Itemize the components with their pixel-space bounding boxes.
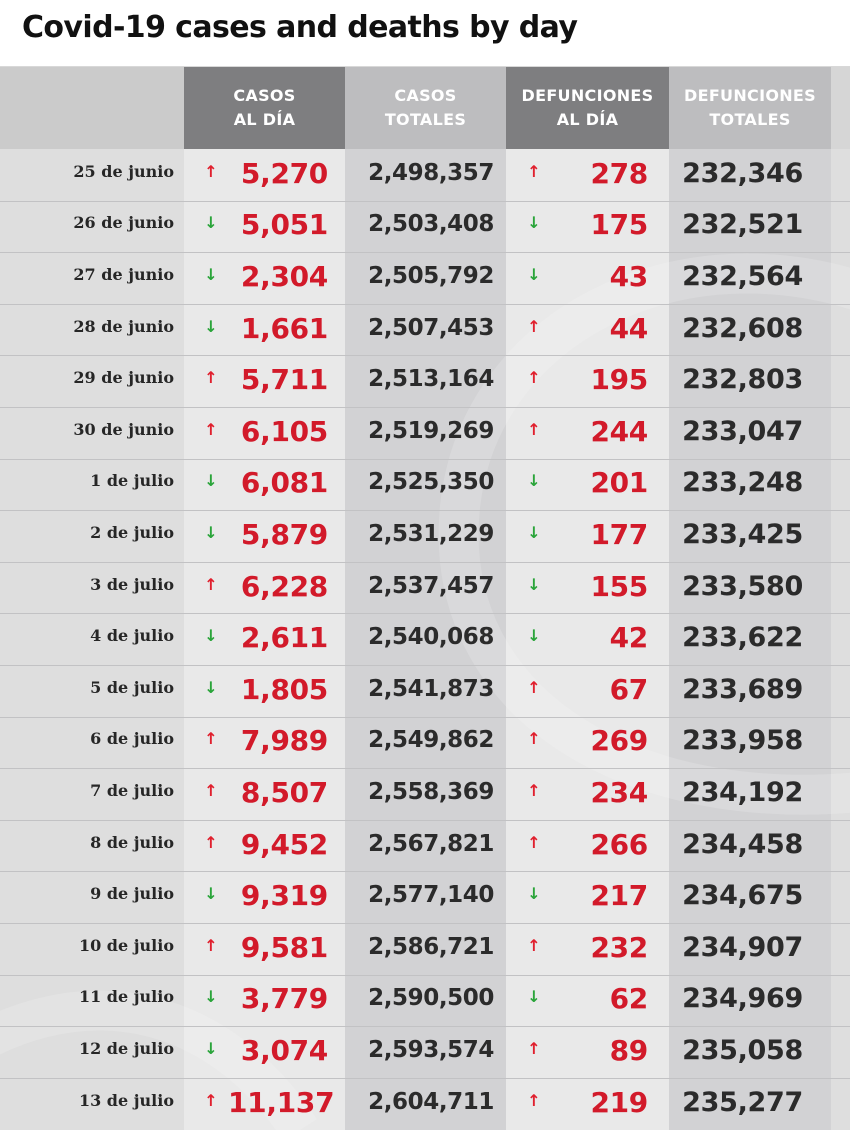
deaths-day-value: 269 [590, 724, 648, 758]
title-bar [0, 0, 850, 67]
row-divider [0, 459, 850, 460]
up-arrow-icon: ↑ [527, 419, 541, 439]
row-divider [0, 1026, 850, 1027]
deaths-total-value: 232,564 [682, 261, 803, 292]
deaths-day-value: 244 [590, 414, 648, 448]
up-arrow-icon: ↑ [527, 677, 541, 697]
up-arrow-icon: ↑ [527, 729, 541, 749]
up-arrow-icon: ↑ [204, 832, 218, 852]
header-cases-day-line1: CASOS [233, 86, 296, 105]
up-arrow-icon: ↑ [204, 781, 218, 800]
cases-total-value: 2,498,357 [368, 159, 494, 186]
deaths-day-value: 89 [609, 1034, 648, 1067]
row-date: 30 de junio [73, 419, 174, 439]
deaths-total-value: 233,047 [682, 415, 803, 447]
row-divider [0, 975, 850, 976]
deaths-day-value: 217 [590, 879, 648, 913]
down-arrow-icon: ↓ [527, 626, 541, 646]
row-date: 7 de julio [90, 781, 174, 800]
header-blank-cell [0, 67, 184, 149]
cases-total-value: 2,519,269 [368, 417, 494, 444]
down-arrow-icon: ↓ [204, 523, 218, 542]
row-divider [0, 768, 850, 769]
cases-day-value: 5,051 [240, 208, 328, 242]
deaths-total-value: 234,969 [682, 983, 803, 1015]
deaths-day-value: 44 [609, 311, 648, 345]
deaths-total-value: 234,458 [682, 828, 803, 860]
up-arrow-icon: ↑ [527, 1039, 541, 1058]
row-date: 4 de julio [90, 626, 174, 646]
deaths-total-value: 232,803 [682, 364, 803, 396]
cases-day-value: 11,137 [228, 1085, 335, 1119]
deaths-total-value: 233,580 [682, 570, 803, 602]
row-divider [0, 871, 850, 872]
deaths-total-value: 232,521 [682, 209, 803, 241]
up-arrow-icon: ↑ [527, 935, 541, 955]
deaths-day-value: 67 [609, 672, 648, 706]
down-arrow-icon: ↓ [527, 884, 541, 904]
cases-total-value: 2,586,721 [368, 933, 494, 960]
up-arrow-icon: ↑ [527, 832, 541, 852]
down-arrow-icon: ↓ [204, 316, 218, 336]
deaths-day-value: 175 [590, 208, 648, 242]
row-date: 25 de junio [73, 161, 174, 181]
header-cases-day [184, 67, 345, 149]
cases-total-value: 2,525,350 [368, 469, 494, 496]
down-arrow-icon: ↓ [527, 213, 541, 233]
deaths-day-value: 62 [609, 982, 648, 1016]
down-arrow-icon: ↓ [204, 213, 218, 233]
row-date: 1 de julio [90, 471, 174, 491]
down-arrow-icon: ↓ [204, 987, 218, 1007]
header-deaths-total [669, 67, 831, 149]
row-divider [0, 201, 850, 202]
cases-day-value: 5,879 [240, 518, 328, 551]
deaths-day-value: 42 [609, 621, 648, 655]
row-divider [0, 665, 850, 666]
cases-day-value: 6,081 [240, 466, 328, 500]
header-deaths-day-line2: AL DÍA [556, 110, 619, 129]
cases-day-value: 3,074 [240, 1034, 328, 1067]
deaths-total-value: 232,346 [682, 157, 803, 189]
row-date: 2 de julio [90, 523, 174, 542]
cases-total-value: 2,593,574 [368, 1037, 494, 1063]
row-divider [0, 613, 850, 614]
cases-day-value: 5,711 [240, 363, 328, 397]
deaths-day-value: 278 [590, 156, 648, 190]
down-arrow-icon: ↓ [527, 471, 541, 491]
down-arrow-icon: ↓ [204, 471, 218, 491]
cases-total-value: 2,558,369 [368, 779, 494, 805]
up-arrow-icon: ↑ [204, 574, 218, 594]
up-arrow-icon: ↑ [204, 368, 218, 388]
deaths-day-value: 43 [609, 260, 648, 293]
row-date: 3 de julio [90, 574, 174, 594]
up-arrow-icon: ↑ [204, 1090, 218, 1110]
cases-day-value: 9,319 [240, 879, 328, 913]
cases-day-value: 2,304 [240, 260, 328, 293]
deaths-total-value: 233,622 [682, 622, 803, 654]
header-cases-day-line2: AL DÍA [233, 110, 296, 129]
down-arrow-icon: ↓ [527, 574, 541, 594]
row-divider [0, 304, 850, 305]
up-arrow-icon: ↑ [204, 935, 218, 955]
down-arrow-icon: ↓ [204, 884, 218, 904]
deaths-total-value: 233,958 [682, 725, 803, 757]
down-arrow-icon: ↓ [204, 265, 218, 284]
row-divider [0, 510, 850, 511]
up-arrow-icon: ↑ [204, 419, 218, 439]
up-arrow-icon: ↑ [527, 368, 541, 388]
up-arrow-icon: ↑ [527, 161, 541, 181]
deaths-total-value: 234,907 [682, 931, 803, 963]
row-date: 5 de julio [90, 677, 174, 697]
up-arrow-icon: ↑ [527, 1090, 541, 1110]
row-divider [0, 1078, 850, 1079]
header-cases-total-line1: CASOS [394, 86, 457, 105]
deaths-day-value: 155 [590, 569, 648, 603]
cases-total-value: 2,537,457 [368, 572, 494, 599]
page-title: Covid-19 cases and deaths by day [22, 10, 578, 45]
row-date: 27 de junio [73, 265, 174, 284]
down-arrow-icon: ↓ [527, 987, 541, 1007]
header-deaths-total-line2: TOTALES [709, 110, 791, 129]
deaths-total-value: 232,608 [682, 312, 803, 344]
row-divider [0, 923, 850, 924]
row-date: 6 de julio [90, 729, 174, 749]
cases-total-value: 2,590,500 [368, 985, 494, 1012]
row-date: 11 de julio [78, 987, 174, 1007]
up-arrow-icon: ↑ [204, 729, 218, 749]
cases-total-value: 2,604,711 [368, 1088, 494, 1115]
cases-day-value: 6,228 [240, 569, 328, 603]
cases-day-value: 3,779 [240, 982, 328, 1016]
cases-total-value: 2,549,862 [368, 727, 494, 754]
row-date: 28 de junio [73, 316, 174, 336]
row-divider [0, 562, 850, 563]
row-date: 26 de junio [73, 213, 174, 233]
down-arrow-icon: ↓ [527, 523, 541, 542]
row-divider [0, 355, 850, 356]
deaths-total-value: 234,675 [682, 880, 803, 912]
deaths-day-value: 195 [590, 363, 648, 397]
cases-day-value: 1,661 [240, 311, 328, 345]
down-arrow-icon: ↓ [204, 1039, 218, 1058]
cases-day-value: 7,989 [240, 724, 328, 758]
header-cases-total [345, 67, 506, 149]
up-arrow-icon: ↑ [204, 161, 218, 181]
down-arrow-icon: ↓ [204, 626, 218, 646]
header-edge [831, 67, 850, 149]
cases-day-value: 8,507 [240, 776, 328, 809]
row-divider [0, 820, 850, 821]
down-arrow-icon: ↓ [527, 265, 541, 284]
deaths-day-value: 232 [590, 930, 648, 964]
row-divider [0, 717, 850, 718]
cases-day-value: 2,611 [240, 621, 328, 655]
cases-total-value: 2,505,792 [368, 263, 494, 289]
header-deaths-day-line1: DEFUNCIONES [521, 86, 654, 105]
row-divider [0, 252, 850, 253]
up-arrow-icon: ↑ [527, 316, 541, 336]
cases-day-value: 9,452 [240, 827, 328, 861]
deaths-total-value: 234,192 [682, 777, 803, 808]
up-arrow-icon: ↑ [527, 781, 541, 800]
down-arrow-icon: ↓ [204, 677, 218, 697]
header-deaths-day [506, 67, 669, 149]
deaths-total-value: 235,277 [682, 1086, 803, 1118]
row-divider [0, 407, 850, 408]
cases-day-value: 5,270 [240, 156, 328, 190]
header-cases-total-line2: TOTALES [384, 110, 467, 129]
cases-day-value: 6,105 [240, 414, 328, 448]
cases-day-value: 9,581 [240, 930, 328, 964]
deaths-total-value: 233,425 [682, 519, 803, 550]
deaths-day-value: 219 [590, 1085, 648, 1119]
cases-total-value: 2,503,408 [368, 211, 494, 238]
deaths-day-value: 201 [590, 466, 648, 500]
deaths-total-value: 233,248 [682, 467, 803, 499]
row-date: 12 de julio [78, 1039, 174, 1058]
cases-day-value: 1,805 [240, 672, 328, 706]
deaths-total-value: 235,058 [682, 1035, 803, 1066]
deaths-day-value: 177 [590, 518, 648, 551]
cases-total-value: 2,540,068 [368, 624, 494, 651]
cases-total-value: 2,567,821 [368, 830, 494, 857]
cases-total-value: 2,531,229 [368, 521, 494, 547]
cases-total-value: 2,541,873 [368, 675, 494, 702]
deaths-day-value: 266 [590, 827, 648, 861]
deaths-day-value: 234 [590, 776, 648, 809]
data-table [0, 67, 850, 1130]
cases-total-value: 2,513,164 [368, 366, 494, 393]
cases-total-value: 2,507,453 [368, 314, 494, 341]
row-date: 13 de julio [78, 1090, 174, 1110]
header-deaths-total-line1: DEFUNCIONES [684, 86, 816, 105]
row-date: 10 de julio [78, 935, 174, 955]
row-date: 29 de junio [73, 368, 174, 388]
row-date: 9 de julio [90, 884, 174, 904]
cases-total-value: 2,577,140 [368, 882, 494, 909]
deaths-total-value: 233,689 [682, 673, 803, 705]
row-date: 8 de julio [90, 832, 174, 852]
